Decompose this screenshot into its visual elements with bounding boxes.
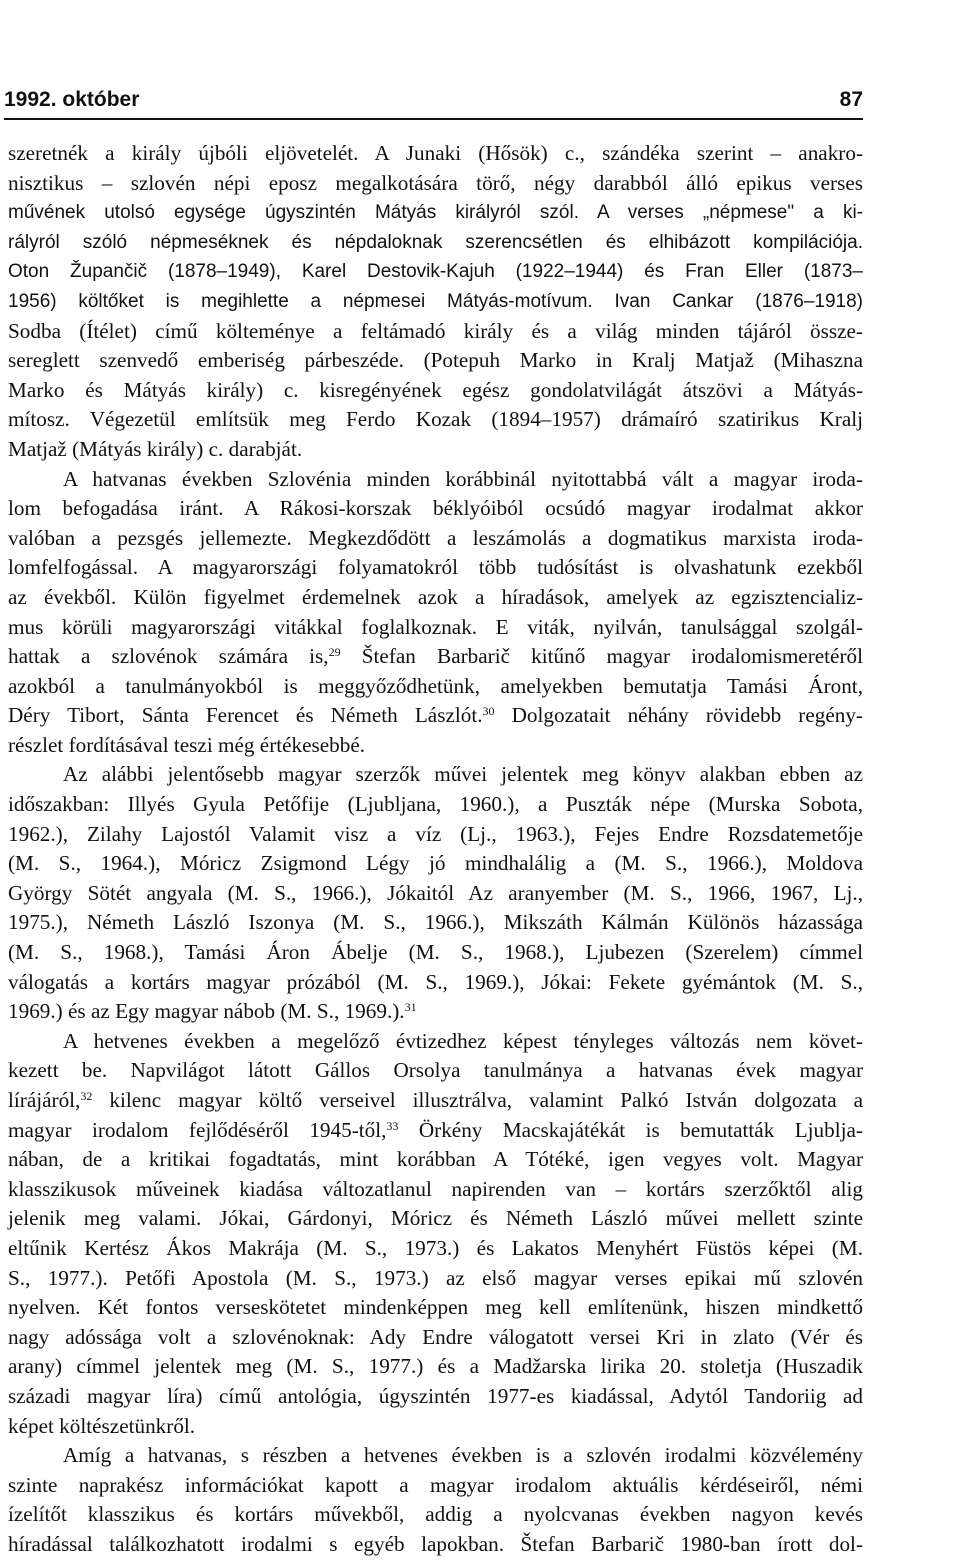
text-segment: lírájáról, (8, 1088, 81, 1112)
footnote-marker: 33 (386, 1118, 399, 1133)
text-line: Oton Župančič (1878–1949), Karel Destovik-Kajuh (1922–1944) és Fran Eller (1873– (8, 261, 863, 283)
paragraph (8, 1441, 863, 1559)
text-segment: Déry Tibort, Sánta Ferencet és Németh Lászlót. (8, 703, 483, 728)
text-line: nában, de a kritikai fogadtatás, mint korábban A Tótéké, igen vegyes volt. Magyar (8, 1147, 863, 1172)
text-line: képet költészetünkről. (8, 1413, 196, 1438)
text-segment: hattak a szlovénok számára is, (8, 644, 329, 669)
footnote-marker: 31 (404, 1000, 417, 1015)
text-line (8, 1086, 863, 1116)
text-line: A hatvanas években Szlovénia minden korábbinál nyitottabbá vált a magyar iroda- (63, 466, 863, 491)
text-line: klasszikusok műveinek kiadása változatlanul napirenden van – kortárs szerzőktől alig (8, 1176, 863, 1201)
text-line: nisztikus – szlovén népi eposz megalkotására törő, négy darabból álló epikus verses (8, 170, 863, 195)
text-line: sereglett szenvedő emberiség párbeszéde. (Potepuh Marko in Kralj Matjaž (Mihaszna (8, 348, 863, 373)
text-line (8, 1116, 863, 1146)
text-line: művének utolsó egysége úgyszintén Mátyás királyról szól. A verses „népmese" a ki- (8, 202, 863, 224)
text-line: 1962.), Zilahy Lajostól Valamit visz a víz (Lj., 1963.), Fejes Endre Rozsdatemetője (8, 821, 863, 846)
page-number: 87 (839, 88, 863, 111)
text-segment: Dolgozatait néhány rövidebb regény- (494, 703, 863, 728)
text-line: A hetvenes években a megelőző évtizedhez képest tényleges változás nem követ- (63, 1028, 863, 1053)
text-segment: 1969.) és az Egy magyar nábob (M. S., 1969.). (8, 999, 405, 1024)
text-line: Amíg a hatvanas, s részben a hetvenes években is a szlovén irodalmi közvélemény (63, 1443, 863, 1468)
text-line: részlet fordításával teszi még értékesebbé. (8, 732, 366, 757)
header-date: 1992. október (4, 88, 140, 111)
text-line: Matjaž (Mátyás király) c. darabját. (8, 436, 303, 461)
text-line (8, 701, 863, 731)
footnote-marker: 29 (328, 645, 341, 660)
text-line: az évekből. Külön figyelmet érdemelnek azok a híradások, amelyek az egzisztencializ- (8, 584, 863, 609)
text-line: (M. S., 1968.), Tamási Áron Ábelje (M. S., 1968.), Ljubezen (Szerelem) címmel (8, 940, 863, 965)
text-line: szinte naprakész információkat kapott a magyar irodalom aktuális kérdéseiről, némi (8, 1472, 863, 1497)
text-line: kezett be. Napvilágot látott Gállos Orsolya tanulmánya a hatvanas évek magyar (8, 1058, 863, 1083)
text-line: időszakban: Illyés Gyula Petőfije (Ljubljana, 1960.), a Puszták népe (Murska Sobota, (8, 792, 863, 817)
text-line: híradással találkozhatott irodalmi s egyéb lapokban. Štefan Barbarič 1980-ban írott dol- (8, 1531, 863, 1556)
footnote-marker: 32 (80, 1089, 93, 1103)
paragraph (8, 465, 863, 761)
text-segment: kilenc magyar költő verseivel illusztrálva, valamint Palkó István dolgozata a (92, 1088, 863, 1112)
text-line: (M. S., 1964.), Móricz Zsigmond Légy jó mindhalálig a (M. S., 1966.), Moldova (8, 851, 863, 876)
text-line (8, 997, 863, 1027)
text-line: Az alábbi jelentősebb magyar szerzők művei jelentek meg könyv alakban ebben az (63, 762, 863, 787)
text-line: S., 1977.). Petőfi Apostola (M. S., 1973.) az első magyar verses epikai mű szlovén (8, 1265, 863, 1290)
text-line: azokból a tanulmányokból is meggyőződhetünk, amelyekben bemutatja Tamási Áront, (8, 673, 863, 698)
text-line: szeretnék a király újbóli eljövetelét. A Junaki (Hősök) c., szándéka szerint – anakro- (8, 141, 863, 165)
text-line: ízelítőt klasszikus és kortárs művekből, addig a nyolcvanas években nagyon kevés (8, 1502, 863, 1527)
footnote-marker: 30 (482, 704, 495, 719)
text-line: arany) címmel jelentek meg (M. S., 1977.) és a Madžarska lirika 20. stoletja (Huszadik (8, 1354, 863, 1379)
text-line: nagy adóssága volt a szlovénoknak: Ady Endre válogatott versei Kri in zlato (Vér és (8, 1324, 863, 1349)
text-line: eltűnik Kertész Ákos Makrája (M. S., 1973.) és Lakatos Menyhért Füstös képei (M. (8, 1235, 863, 1260)
text-segment: Štefan Barbarič kitűnő magyar irodalomismeretéről (340, 644, 863, 669)
text-line: nyelven. Két fontos verseskötetet mindenképpen meg kell említenünk, hiszen mindkettő (8, 1295, 863, 1320)
text-line: György Sötét angyala (M. S., 1966.), Jókaitól Az aranyember (M. S., 1966, 1967, Lj., (8, 880, 863, 905)
text-line: 1956) költőket is megihlette a népmesei Mátyás-motívum. Ivan Cankar (1876–1918) (8, 290, 863, 312)
paragraph (8, 139, 863, 465)
text-segment: Örkény Macskajátékát is bemutatták Ljublja- (398, 1117, 863, 1142)
text-line: századi magyar líra) című antológia, úgyszintén 1977-es kiadással, Adytól Tandoriig ad (8, 1383, 863, 1408)
text-line: Sodba (Ítélet) című költeménye a feltámadó király és a világ minden tájáról össze- (8, 318, 863, 343)
text-segment: magyar irodalom fejlődéséről 1945-től, (8, 1117, 387, 1142)
text-line: Marko és Mátyás király) c. kisregényének egész gondolatvilágát átszövi a Mátyás- (8, 377, 863, 402)
text-line (8, 642, 863, 672)
text-line: valóban a pezsgés jellemezte. Megkezdődött a leszámolás a dogmatikus marxista iroda- (8, 525, 863, 550)
text-line: 1975.), Németh László Iszonya (M. S., 1966.), Mikszáth Kálmán Különös házassága (8, 910, 863, 935)
running-header (4, 86, 863, 120)
text-line: rályról szóló népmeséknek és népdaloknak szerencsétlen és elhibázott kompilációja. (8, 231, 863, 253)
text-line: mítosz. Végezetül említsük meg Ferdo Kozak (1894–1957) drámaíró szatirikus Kralj (8, 407, 863, 432)
text-line: lom befogadása iránt. A Rákosi-korszak béklyóiból ocsúdó magyar irodalmat akkor (8, 496, 863, 521)
text-line: válogatás a kortárs magyar prózából (M. S., 1969.), Jókai: Fekete gyémántok (M. S., (8, 969, 863, 994)
paragraph (8, 1027, 863, 1441)
text-line: jelenik meg valami. Jókai, Gárdonyi, Móricz és Németh László művei mellett szinte (8, 1206, 863, 1231)
text-line: lomfelfogással. A magyarországi folyamatokról több tudósítást is olvashatunk ezekből (8, 555, 863, 580)
paragraph (8, 760, 863, 1026)
text-line: mus körüli magyarországi vitákkal foglalkoznak. E viták, nyilván, tanulsággal szolgál- (8, 614, 863, 639)
body-text (8, 139, 863, 1560)
